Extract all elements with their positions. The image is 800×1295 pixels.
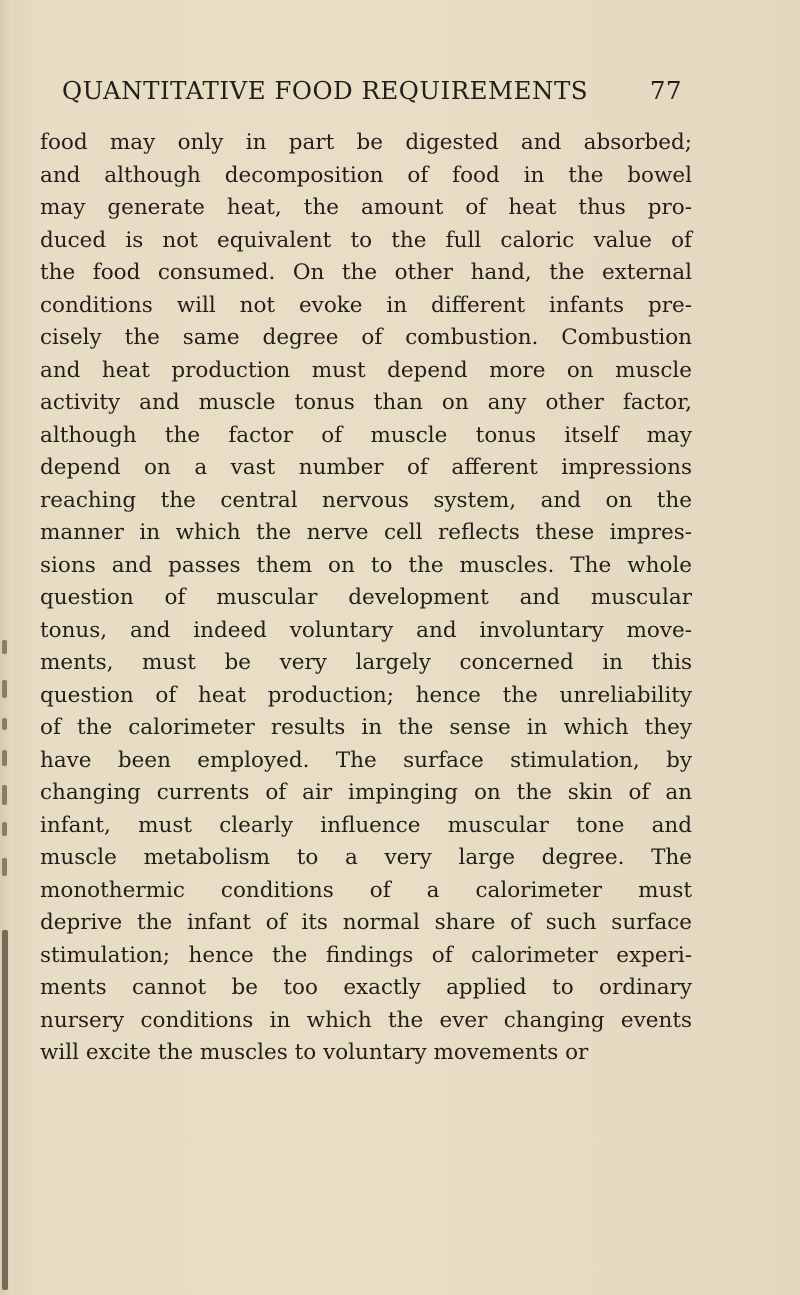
text-line: and although decomposition of food in the bowel: [40, 162, 692, 188]
text-line: and heat production must depend more on muscle: [40, 357, 692, 383]
text-line: activity and muscle tonus than on any other factor,: [40, 390, 692, 415]
text-line: muscle metabolism to a very large degree. The: [40, 845, 692, 870]
text-line: food may only in part be digested and absorbed;: [40, 130, 692, 155]
text-line: tonus, and indeed voluntary and involuntary move-: [40, 617, 692, 643]
running-head-title: QUANTITATIVE FOOD REQUIREMENTS: [62, 76, 589, 105]
text-line: stimulation; hence the findings of calorimeter experi-: [40, 942, 692, 968]
text-line: reaching the central nervous system, and on the: [40, 487, 692, 513]
page-number: 77: [649, 76, 682, 105]
text-line: may generate heat, the amount of heat thus pro-: [40, 195, 692, 220]
text-line: have been employed. The surface stimulation, by: [40, 747, 692, 773]
text-line: ments, must be very largely concerned in this: [40, 650, 692, 675]
text-line: infant, must clearly influence muscular tone and: [40, 812, 692, 838]
text-line: changing currents of air impinging on the skin of an: [40, 780, 692, 805]
text-line: deprive the infant of its normal share of such surface: [40, 910, 692, 935]
text-line: although the factor of muscle tonus itself may: [40, 422, 692, 448]
text-line: question of heat production; hence the unreliability: [40, 682, 692, 708]
text-line: sions and passes them on to the muscles. The whole: [40, 552, 692, 578]
text-line: manner in which the nerve cell reflects these impres-: [40, 520, 692, 545]
text-line: question of muscular development and muscular: [40, 585, 692, 610]
text-line: depend on a vast number of afferent impressions: [40, 455, 692, 480]
text-line: nursery conditions in which the ever changing events: [40, 1007, 692, 1033]
body-text: [40, 127, 692, 1070]
text-line: will excite the muscles to voluntary movements or: [40, 1040, 589, 1065]
text-line: duced is not equivalent to the full caloric value of: [40, 227, 692, 253]
running-head: [62, 76, 682, 105]
text-line: conditions will not evoke in different infants pre-: [40, 292, 692, 318]
text-line: ments cannot be too exactly applied to ordinary: [40, 975, 692, 1000]
text-line: monothermic conditions of a calorimeter must: [40, 877, 692, 903]
binding-marks: [0, 600, 12, 1295]
text-line: of the calorimeter results in the sense in which they: [40, 715, 692, 740]
text-line: the food consumed. On the other hand, the external: [40, 260, 692, 285]
text-line: cisely the same degree of combustion. Combustion: [40, 325, 692, 350]
